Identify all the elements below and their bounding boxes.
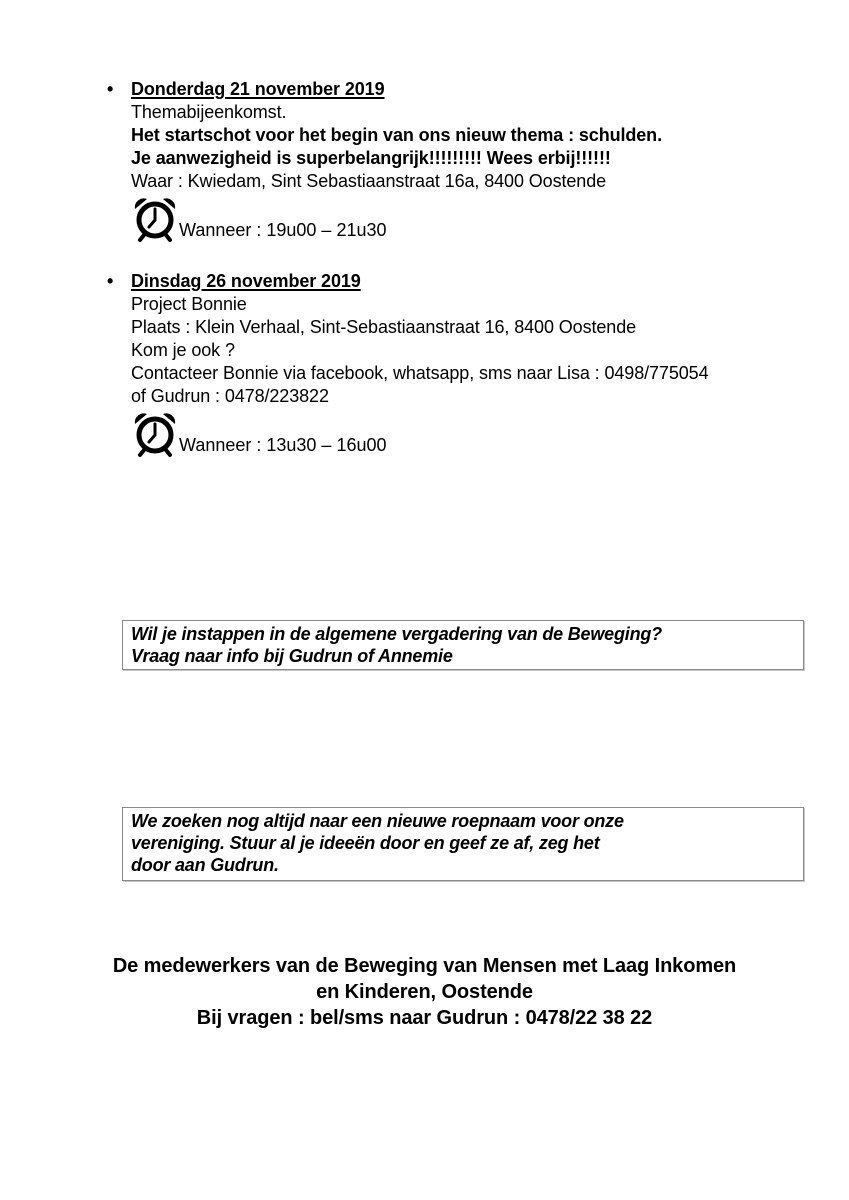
bullet-icon: • xyxy=(107,79,114,99)
event-date: Donderdag 21 november 2019 xyxy=(131,79,385,99)
event-title: Themabijeenkomst. xyxy=(131,102,287,122)
event-contact: of Gudrun : 0478/223822 xyxy=(131,386,329,406)
bullet-icon: • xyxy=(107,271,114,291)
event-highlight: Je aanwezigheid is superbelangrijk!!!!!!!!! Wees erbij!!!!!! xyxy=(131,148,611,168)
notice-box-new-name xyxy=(122,807,804,881)
event-body xyxy=(131,78,821,243)
notice-line: We zoeken nog altijd naar een nieuwe roepnaam voor onze xyxy=(131,811,624,831)
event-contact: Contacteer Bonnie via facebook, whatsapp, sms naar Lisa : 0498/775054 xyxy=(131,363,709,383)
event-time: Wanneer : 13u30 – 16u00 xyxy=(179,435,387,455)
footer-organization-city: en Kinderen, Oostende xyxy=(316,981,533,1003)
notice-line: door aan Gudrun. xyxy=(131,855,279,875)
event-body xyxy=(131,270,821,458)
event-time: Wanneer : 19u00 – 21u30 xyxy=(179,220,387,240)
event-time-row xyxy=(131,193,821,243)
footer xyxy=(0,953,849,1031)
event-question: Kom je ook ? xyxy=(131,340,235,360)
event-title: Project Bonnie xyxy=(131,294,247,314)
alarm-clock-icon xyxy=(131,195,179,243)
footer-organization: De medewerkers van de Beweging van Mensen met Laag Inkomen xyxy=(112,955,737,977)
notice-line: Vraag naar info bij Gudrun of Annemie xyxy=(131,646,453,666)
event-highlight: Het startschot voor het begin van ons nieuw thema : schulden. xyxy=(131,125,662,145)
alarm-clock-icon xyxy=(131,410,179,458)
event-time-row xyxy=(131,408,821,458)
event-location: Plaats : Klein Verhaal, Sint-Sebastiaanstraat 16, 8400 Oostende xyxy=(131,317,637,337)
notice-box-general-meeting xyxy=(122,620,804,670)
notice-line: vereniging. Stuur al je ideeën door en geef ze af, zeg het xyxy=(131,833,600,853)
event-location: Waar : Kwiedam, Sint Sebastiaanstraat 16a, 8400 Oostende xyxy=(131,171,607,191)
event-date: Dinsdag 26 november 2019 xyxy=(131,271,361,291)
footer-contact: Bij vragen : bel/sms naar Gudrun : 0478/22 38 22 xyxy=(196,1007,653,1029)
notice-line: Wil je instappen in de algemene vergadering van de Beweging? xyxy=(131,624,662,644)
